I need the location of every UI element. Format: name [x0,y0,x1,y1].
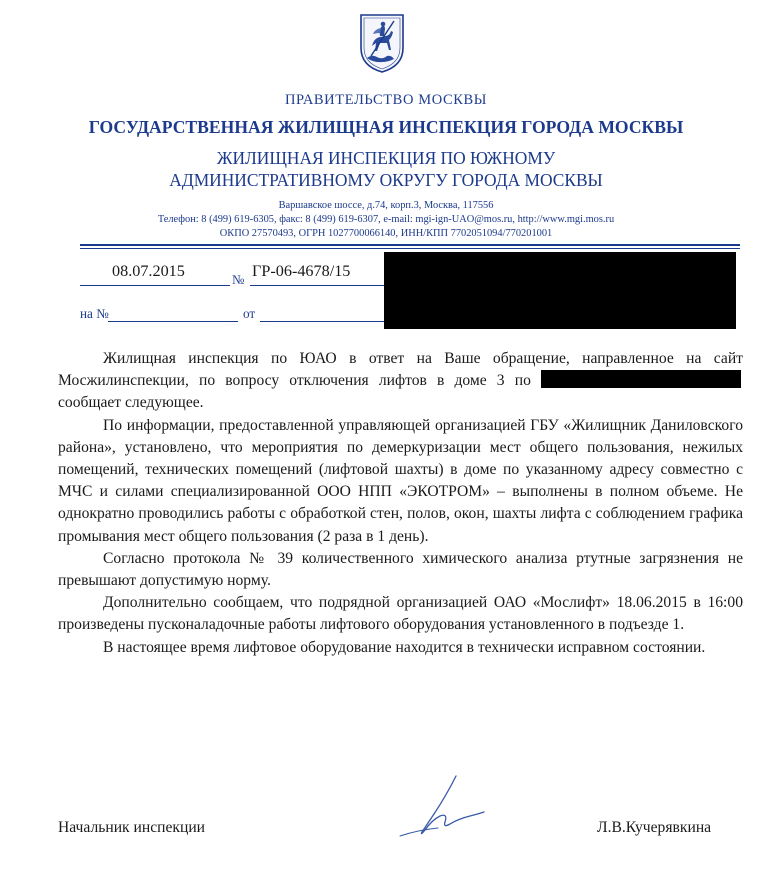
redacted-address [541,370,741,388]
paragraph-1-end: сообщает следующее. [58,394,204,412]
header-divider-thin [80,248,740,249]
reference-date-label: от [243,306,256,321]
header-divider [80,244,740,246]
paragraph-4: Дополнительно сообщаем, что подрядной организацией ОАО «Мослифт» 18.06.2015 в 16:00 произведены пусконаладочные работы лифтового оборудования установленного в подъезде 1. [58,594,743,634]
signatory-title: Начальник инспекции [58,819,206,836]
address-line: Варшавское шоссе, д.74, корп.3, Москва, 117556 [278,200,494,211]
signatory-name: Л.В.Кучерявкина [597,819,712,836]
reference-number-label: на № [80,306,109,321]
moscow-coat-of-arms-icon [358,12,406,74]
handwritten-signature [398,770,486,840]
government-title: ПРАВИТЕЛЬСТВО МОСКВЫ [284,92,488,108]
reference-date-underline [260,321,385,322]
organization-name: ГОСУДАРСТВЕННАЯ ЖИЛИЩНАЯ ИНСПЕКЦИЯ ГОРОДА МОСКВЫ [88,117,684,137]
date-underline [80,285,230,286]
paragraph-5: В настоящее время лифтовое оборудование находится в технически исправном состоянии. [103,638,706,656]
reference-number-underline [108,321,238,322]
number-sign: № [232,272,245,287]
document-number: ГР-06-4678/15 [252,262,351,280]
letter-body [58,348,743,659]
paragraph-2: По информации, предоставленной управляющей организацией ГБУ «Жилищник Даниловского района», установлено, что мероприятия по демеркуризации мест общего пользования, нежилых помещений, технических помещений (лифтовой шахты) в доме по указанному адресу совместно с МЧС и силами специализированной ООО НПП «ЭКОТРОМ» – выполнены в полном объеме. Не однократно проводились работы с обработкой стен, полов, окон, шахты лифта с соблюдением графика промывания мест общего пользования (2 раза в 1 день). [58,416,743,545]
paragraph-1 [58,348,743,415]
paragraph-3: Согласно протокола № 39 количественного химического анализа ртутные загрязнения не превышают допустимую норму. [58,549,743,590]
registry-codes-line: ОКПО 27570493, ОГРН 1027700066140, ИНН/КПП 7702051094/770201001 [219,228,553,239]
contacts-line: Телефон: 8 (499) 619-6305, факс: 8 (499) 619-6307, e-mail: mgi-ign-UAO@mos.ru, http://www.mgi.mos.ru [157,214,615,225]
department-name-line1: ЖИЛИЩНАЯ ИНСПЕКЦИЯ ПО ЮЖНОМУ [216,148,556,168]
department-name-line2: АДМИНИСТРАТИВНОМУ ОКРУГУ ГОРОДА МОСКВЫ [169,170,603,190]
number-underline [250,285,385,286]
redacted-recipient-block [384,252,736,329]
document-date: 08.07.2015 [112,262,185,280]
paragraph-1-text: Жилищная инспекция по ЮАО в ответ на Ваше обращение, направленное на сайт Мосжилинспекции, по вопросу отключения лифтов в доме 3 по [58,350,743,390]
